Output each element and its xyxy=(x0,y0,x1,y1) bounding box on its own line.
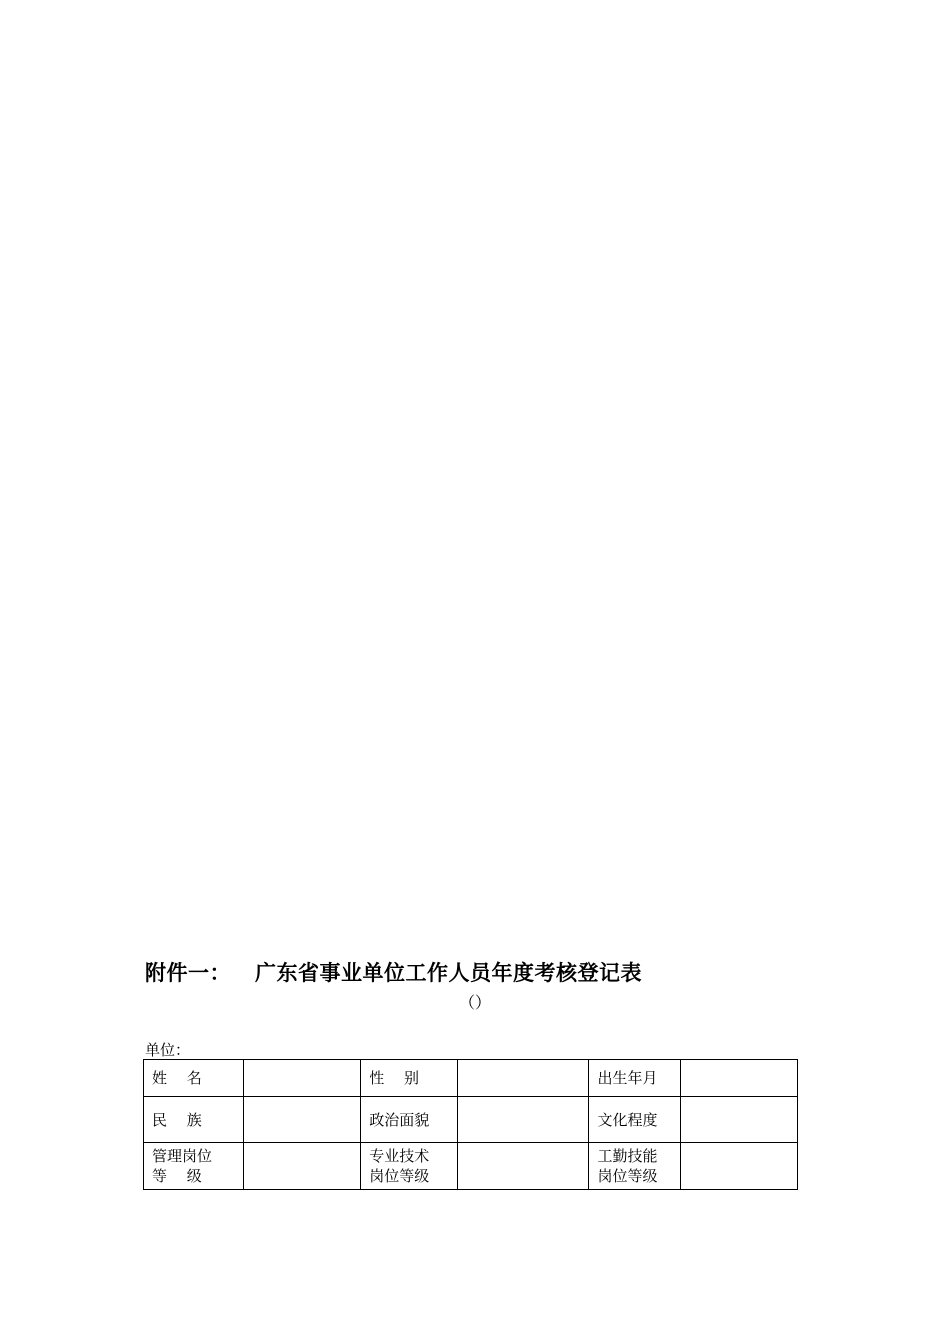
gender-field[interactable] xyxy=(458,1060,589,1097)
birth-date-label: 出生年月 xyxy=(589,1060,681,1097)
name-label: 姓 名 xyxy=(144,1060,244,1097)
year-parentheses: （） xyxy=(458,993,491,1012)
gender-label: 性 别 xyxy=(361,1060,458,1097)
label-line: 岗位等级 xyxy=(369,1167,430,1185)
table-row xyxy=(144,1097,798,1143)
education-level-field[interactable] xyxy=(681,1097,798,1143)
attachment-prefix: 附件一： xyxy=(145,961,231,985)
management-grade-field[interactable] xyxy=(244,1143,361,1190)
table-row xyxy=(144,1060,798,1097)
registration-table xyxy=(143,1059,798,1190)
unit-label: 单位： xyxy=(145,1041,191,1059)
label-line: 等 级 xyxy=(152,1167,202,1185)
name-field[interactable] xyxy=(244,1060,361,1097)
table-row xyxy=(144,1143,798,1190)
label-line: 工勤技能 xyxy=(597,1147,658,1165)
professional-grade-field[interactable] xyxy=(458,1143,589,1190)
ethnicity-field[interactable] xyxy=(244,1097,361,1143)
document-title xyxy=(145,958,642,988)
form-title: 广东省事业单位工作人员年度考核登记表 xyxy=(255,961,642,985)
management-grade-label xyxy=(144,1143,244,1190)
political-status-label: 政治面貌 xyxy=(361,1097,458,1143)
skilled-worker-grade-label xyxy=(589,1143,681,1190)
education-level-label: 文化程度 xyxy=(589,1097,681,1143)
label-line: 专业技术 xyxy=(369,1147,430,1165)
political-status-field[interactable] xyxy=(458,1097,589,1143)
label-line: 岗位等级 xyxy=(597,1167,658,1185)
label-line: 管理岗位 xyxy=(152,1147,213,1165)
professional-grade-label xyxy=(361,1143,458,1190)
birth-date-field[interactable] xyxy=(681,1060,798,1097)
year-subtitle xyxy=(0,993,950,1013)
skilled-worker-grade-field[interactable] xyxy=(681,1143,798,1190)
ethnicity-label: 民 族 xyxy=(144,1097,244,1143)
